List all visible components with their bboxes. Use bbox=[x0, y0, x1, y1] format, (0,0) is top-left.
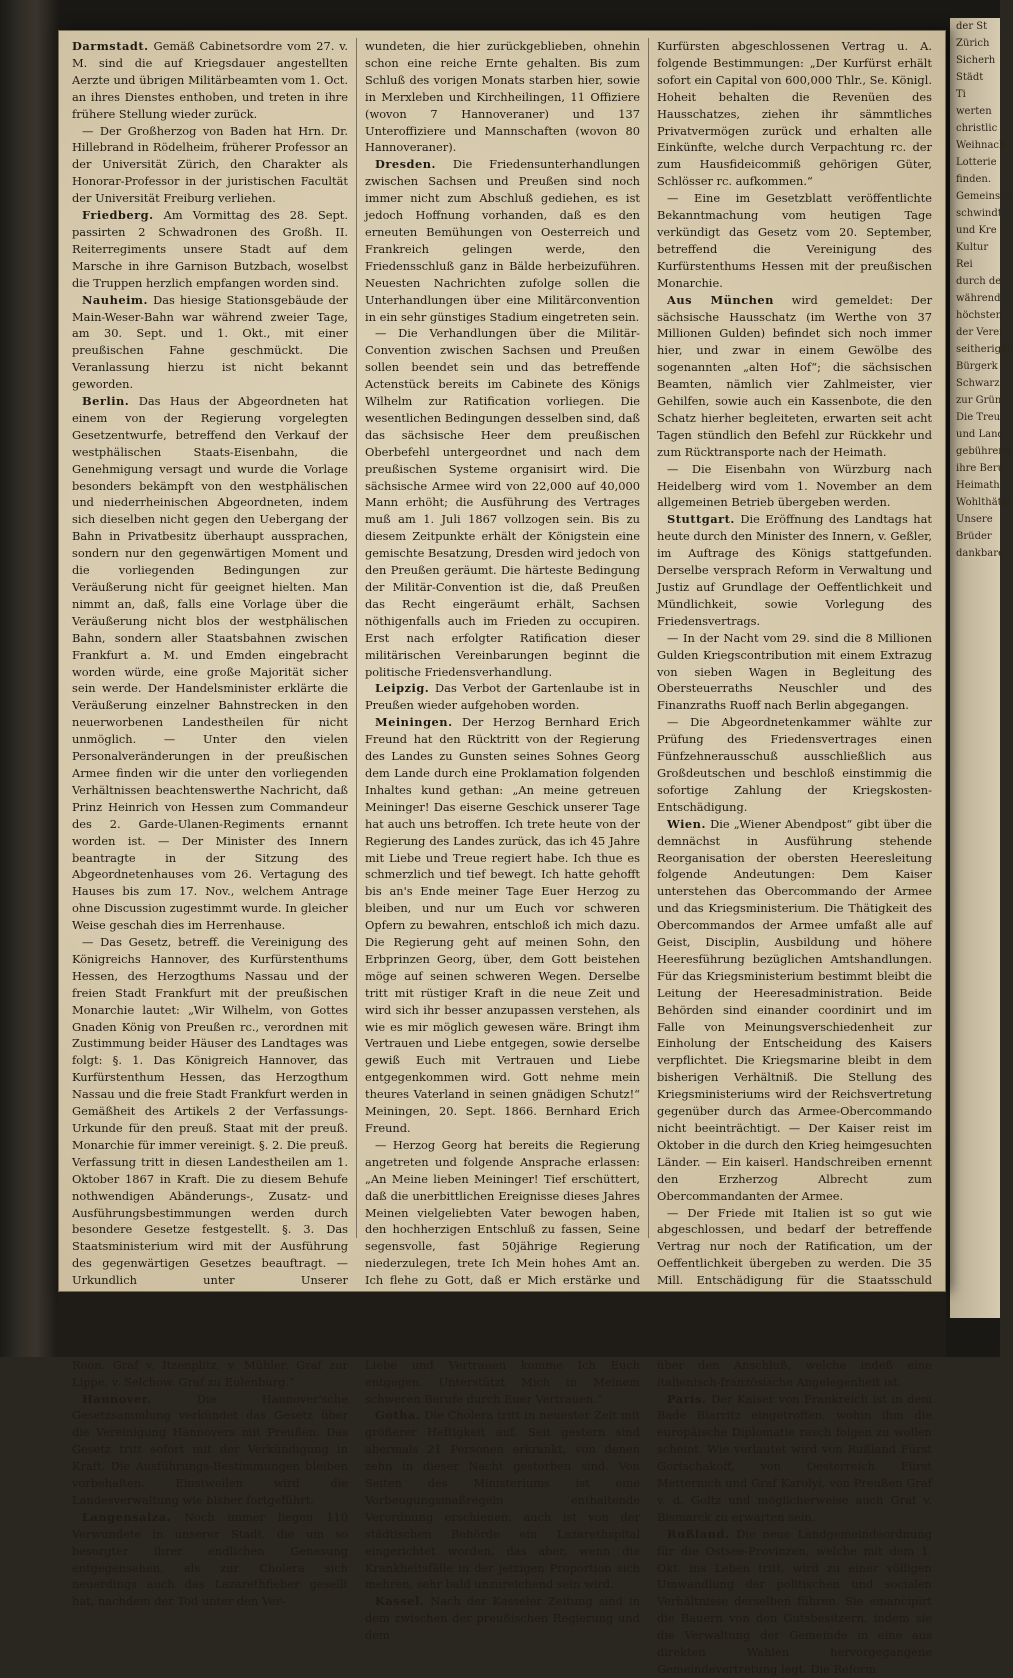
next-page-fragment: Brüder bbox=[956, 531, 992, 542]
article-dateline: Meiningen. bbox=[375, 715, 453, 730]
article-dateline: Nauheim. bbox=[82, 292, 148, 307]
article-paragraph bbox=[72, 1391, 348, 1509]
article-paragraph bbox=[72, 1509, 348, 1610]
article-text: wundeten, die hier zurückgeblieben, ohnehin schon eine reiche Ernte gehalten. Bis zum Schluß des vorigen Monats starben hier, sowie in Merxleben und Kirchheilingen, 11 Offiziere (wovon 7 Hannoveraner) und 137 Unteroffiziere und Mannschaften (wovon 80 Hannoveraner). bbox=[365, 39, 640, 155]
article-paragraph bbox=[72, 393, 348, 934]
article-dateline: Hannover. bbox=[82, 1391, 152, 1406]
next-page-fragment: Lotterie bbox=[956, 157, 997, 168]
next-page-fragment: Ti bbox=[956, 89, 966, 100]
article-text: — Eine im Gesetzblatt veröffentlichte Bekanntmachung vom heutigen Tage verkündigt das Gesetz vom 20. September, betreffend die Vereinigung des Kurfürstenthums Hessen mit der preußischen Monarchie. bbox=[657, 191, 932, 290]
article-text: Der Kaiser von Frankreich ist in dem Bade Biarritz eingetroffen, wohin ihm die europäische Diplomatie rasch folgen zu wollen scheint. Wie verlautet wird von Rußland Fürst Gortschakoff, von Oesterreich Fürst Metternich und Graf Karolyi, von Preußen Graf v. d. Goltz und möglicherweise auch Graf v. Bismarck zu erwarten sein. bbox=[657, 1391, 932, 1524]
article-paragraph bbox=[657, 630, 932, 715]
article-paragraph bbox=[657, 292, 932, 461]
article-paragraph bbox=[72, 292, 348, 393]
article-text: Die Cholera tritt in neuester Zeit mit größerer Heftigkeit auf. Seit gestern sind abermals 21 Personen erkrankt, von denen zehn in dieser Nacht gestorben sind. Von Seiten des Ministeriums ist eine Vorbeugungsmaßregeln enthaltende Verordnung erschienen, auch ist von der städtischen Behörde ein Lazarethspital eingerichtet worden, das aber, wenn die Krankheitsfälle in der jetzigen Proportion sich mehren, sehr bald unzureichend sein wird. bbox=[365, 1408, 640, 1592]
next-page-fragment: Rei bbox=[956, 259, 973, 270]
next-page-fragment: finden. bbox=[956, 174, 992, 185]
next-page-fragment: Wohlthätig bbox=[956, 497, 1012, 508]
article-paragraph bbox=[365, 156, 640, 325]
article-text: — Die Verhandlungen über die Militär-Convention zwischen Sachsen und Preußen sollen beendet sein und das betreffende Actenstück bereits im Cabinete des Königs Wilhelm zur Ratification vorliegen. Die wesentlichen Bedingungen desselben sind, daß das sächsische Heer dem preußischen Oberbefehl untergeordnet und nach dem preußischen Systeme organisirt wird. Die sächsische Armee wird von 22,000 auf 40,000 Mann erhöht; die Ausführung des Vertrages muß am 1. Juli 1867 vollzogen sein. Bis zu diesem Zeitpunkte erhält der Königstein eine gemischte Besatzung, Dresden wird jedoch von den Preußen geräumt. Die härteste Bedingung der Militär-Convention ist die, daß Preußen das Recht eingeräumt erhält, Sachsen nöthigenfalls auch im Frieden zu occupiren. Erst nach erfolgter Ratification dieser militärischen Vereinbarungen beginnt die politische Friedensverhandlung. bbox=[365, 326, 640, 679]
article-paragraph bbox=[657, 38, 932, 190]
next-page-fragment: der Verei bbox=[956, 327, 1003, 338]
article-text: Kurfürsten abgeschlossenen Vertrag u. A. folgende Bestimmungen: „Der Kurfürst erhält sofort ein Capital von 600,000 Thlr., Se. Königl. Hoheit behalten die Revenüen des Hausschatzes, ziehen ihr sämmtliches Privatvermögen zurück und erhalten alle Einkünfte, welche durch Verpachtung rc. der zum Hausfideicommiß gehörigen Güter, Schlösser rc. aufkommen.“ bbox=[657, 39, 932, 189]
next-page-fragment: Städt bbox=[956, 72, 984, 83]
article-paragraph bbox=[657, 1391, 932, 1526]
article-text: — Herzog Georg hat bereits die Regierung angetreten und folgende Ansprache erlassen: „An Meine lieben Meininger! Tief erschüttert, daß die unerbittlichen Ereignisse dieses Jahres Meinen vielgeliebten Vater bewogen haben, den hochherzigen Entschluß zu fassen, Seine segensvolle, fast 50jährige Regierung niederzulegen, trete Ich Mein hohes Amt an. Ich flehe zu Gott, daß er Mich erstärke und Liebe und Vertrauen komme Ich Euch entgegen. Unterstützt Mich in Meinem schweren Berufe durch Euer Vertrauen.“ bbox=[365, 1137, 640, 1406]
article-dateline: Darmstadt. bbox=[72, 39, 149, 53]
next-page-fragment: Weihnach bbox=[956, 140, 1006, 151]
article-paragraph bbox=[365, 1593, 640, 1644]
next-page-fragment: Zürich bbox=[956, 38, 990, 49]
next-page-edge bbox=[950, 18, 1013, 1318]
next-page-fragment: und Land bbox=[956, 429, 1004, 440]
next-page-fragment: durch de bbox=[956, 276, 1002, 287]
article-paragraph bbox=[657, 511, 932, 629]
next-page-fragment: ihre Beru bbox=[956, 463, 1005, 474]
article-paragraph bbox=[657, 461, 932, 512]
next-page-fragment: Bürgerk bbox=[956, 361, 998, 372]
next-page-fragment: werten bbox=[956, 106, 992, 117]
article-text: Das Verbot der Gartenlaube ist in Preußen wieder aufgehoben worden. bbox=[365, 681, 641, 713]
article-text: wird gemeldet: Der sächsische Hausschatz (im Werthe von 37 Millionen Gulden) befindet sich noch immer hier, und zwar in einem Gewölbe des sogenannten „alten Hof“; die sächsischen Beamten, nämlich vier Zahlmeister, vier Gehilfen, sowie auch ein Kassenbote, die den Schatz hierher begleiteten, erwarten seit acht Tagen stündlich den Befehl zur Rückkehr und zum Rücktransporte nach der Heimath. bbox=[657, 292, 933, 459]
article-paragraph bbox=[365, 714, 640, 1137]
next-page-fragment: gebührend bbox=[956, 446, 1012, 457]
article-paragraph bbox=[365, 38, 640, 156]
next-page-fragment: Schwarz bbox=[956, 378, 1000, 389]
article-text: Noch immer liegen 110 Verwundete in unserer Stadt, die um so besorgter ihrer endlichen Genesung entgegensehen, als zur Cholera sich neuerdings auch das Lazarethfieber gesellt hat, nachdem der Tod unter den Ver- bbox=[72, 1509, 348, 1609]
article-dateline: Berlin. bbox=[82, 394, 130, 409]
article-dateline: Dresden. bbox=[375, 157, 436, 172]
next-page-fragment: Gemeinsch bbox=[956, 191, 1013, 202]
next-page-fragment: und Kre bbox=[956, 225, 997, 236]
article-text: Der Herzog Bernhard Erich Freund hat den Rücktritt von der Regierung des Landes zu Gunsten seines Sohnes Georg dem Lande durch eine Proklamation folgenden Inhaltes kund gethan: „An meine getreuen Meininger! Das eiserne Geschick unserer Tage hat auch uns betroffen. Ich trete heute von der Regierung des Landes zurück, das ich 45 Jahre mit Liebe und Treue regiert habe. Ich thue es schmerzlich und tief bewegt. Ich hatte gehofft bis an's Ende meiner Tage Euer Herzog zu bleiben, und nur um Euch vor schweren Opfern zu bewahren, entschloß ich mich dazu. Die Regierung geht auf meinen Sohn, den Erbprinzen Georg, über, dem Gott beistehen möge auf seinen schweren Wegen. Derselbe tritt mit rüstiger Kraft in die neue Zeit und wird sich ihr besser anzupassen verstehen, als wie es mir möglich gewesen wäre. Bringt ihm Vertrauen und Liebe entgegen, sowie derselbe gewiß Euch mit Vertrauen und Liebe entgegenkommen wird. Gott nehme mein theures Vaterland in seinen gnädigen Schutz!“ Meiningen, 20. Sept. 1866. Bernhard Erich Freund. bbox=[365, 715, 640, 1135]
article-text: Die Eröffnung des Landtags hat heute durch den Minister des Innern, v. Geßler, im Auftrage des Königs stattgefunden. Derselbe versprach Reform in Verwaltung und Justiz auf Grundlage der Oeffentlichkeit und Mündlichkeit, sowie Vorlegung des Friedensvertrags. bbox=[657, 512, 932, 628]
article-paragraph bbox=[365, 680, 640, 714]
next-page-fragment: Heimath bbox=[956, 480, 1000, 491]
next-page-fragment: seitherigen bbox=[956, 344, 1013, 355]
article-text: Die „Wiener Abendpost“ gibt über die demnächst in Ausführung stehende Reorganisation der obersten Heeresleitung folgende Andeutungen: Dem Kaiser unterstehen das Obercommando der Armee und das Kriegsministerium. Die Thätigkeit des Obercommandos der Armee umfaßt alle auf Geist, Disciplin, Ausbildung und höhere Heeresführung bezüglichen Amtshandlungen. Für das Kriegsministerium bestimmt bleibt die Leitung der Heeresadministration. Beide Behörden sind einander coordinirt und im Falle von Meinungsverschiedenheit zur Einholung der Entscheidung des Kaisers verpflichtet. Die Kriegsmarine bleibt in dem bisherigen Verhältniß. Die Stellung des Kriegsministeriums wird der Reichsvertretung gegenüber durch das Armee-Obercommando nicht beeinträchtigt. — Der Kaiser reist im Oktober in die durch den Krieg heimgesuchten Länder. — Ein kaiserl. Handschreiben ernennt den Erzherzog Albrecht zum Obercommandanten der Armee. bbox=[657, 816, 932, 1203]
article-paragraph bbox=[657, 714, 932, 815]
article-text: Die Friedensunterhandlungen zwischen Sachsen und Preußen sind noch immer nicht zum Abschluß gediehen, es ist jedoch Hoffnung vorhanden, daß es den erneuten Bemühungen von Oesterreich und Frankreich gelingen werde, den Friedensschluß ganz in Bälde herbeizuführen. Neuesten Nachrichten zufolge sollen die Unterhandlungen über eine Militärconvention in ein sehr günstiges Stadium eingetreten sein. bbox=[365, 157, 640, 324]
article-dateline: Aus München bbox=[667, 292, 774, 307]
next-page-fragment: Kultur bbox=[956, 242, 989, 253]
article-paragraph bbox=[365, 1407, 640, 1593]
article-paragraph bbox=[72, 207, 348, 292]
article-text: — Der Friede mit Italien ist so gut wie abgeschlossen, und bedarf der betreffende Vertrag nur noch der Ratification, um der Oeffentlichkeit übergeben zu werden. Die 35 Mill. Entschädigung für die Staatsschuld über den Anschluß, welche indeß eine italienisch-französische Angelegenheit ist. bbox=[657, 1205, 932, 1389]
article-paragraph bbox=[72, 38, 348, 123]
article-text: — Das Gesetz, betreff. die Vereinigung des Königreichs Hannover, des Kurfürstenthums Hessen, des Herzogthums Nassau und der freien Stadt Frankfurt mit der preußischen Monarchie lautet: „Wir Wilhelm, von Gottes Gnaden König von Preußen rc., verordnen mit Zustimmung beider Häuser des Landtages was folgt: §. 1. Das Königreich Hannover, das Kurfürstenthum Hessen, das Herzogthum Nassau und die freie Stadt Frankfurt werden in Gemäßheit des Artikels 2 der Verfassungs-Urkunde für den preuß. Staat mit der preuß. Monarchie für immer vereinigt. §. 2. Die preuß. Verfassung tritt in diesen Landestheilen am 1. Oktober 1867 in Kraft. Die zu diesem Behufe nothwendigen Abänderungs-, Zusatz- und Ausführungsbestimmungen werden durch besondere Gesetze festgestellt. §. 3. Das Staatsministerium wird mit der Ausführung des gegenwärtigen Gesetzes beauftragt. — Urkundlich unter Unserer Roon. Graf v. Itzenplitz. v. Mühler. Graf zur Lippe. v. Selchow. Graf zu Eulenburg.“ bbox=[72, 935, 348, 1389]
article-text: Am Vormittag des 28. Sept. passirten 2 Schwadronen des Großh. II. Reiterregiments unsere Stadt auf dem Marsche in ihre Garnison Butzbach, woselbst die Truppen herzlich empfangen worden sind. bbox=[72, 208, 349, 290]
next-page-fragment: Sicherh bbox=[956, 55, 996, 66]
article-dateline: Kassel. bbox=[375, 1594, 425, 1609]
article-paragraph bbox=[72, 123, 348, 208]
next-page-fragment: schwindt bbox=[956, 208, 1002, 219]
column-3 bbox=[648, 38, 940, 1676]
article-paragraph bbox=[657, 816, 932, 1205]
next-page-fragment: christlic bbox=[956, 123, 998, 134]
background-shadow bbox=[58, 1292, 946, 1357]
next-page-fragment: Die Treu bbox=[956, 412, 1001, 423]
next-page-fragment: zur Grün bbox=[956, 395, 1002, 406]
next-page-fragment: während bbox=[956, 293, 1001, 304]
article-dateline: Langensalza. bbox=[82, 1509, 172, 1524]
next-page-fragment: dankbare bbox=[956, 548, 1004, 559]
article-text: Die neue Landgemeindeordnung für die Ostsee-Provinzen, welche mit dem 1. Okt. ins Leben tritt, wird zu einer völligen Umwandlung der politischen und socialen Verhältnisse derselben führen. Sie emancipirt die Bauern von den Gutsbesitzern, indem sie die Verwaltung der Gemeinde in eine aus direkten Wahlen hervorgegangene Gemeindevertretung legt. Die Reform bbox=[657, 1526, 933, 1676]
article-dateline: Stuttgart. bbox=[667, 512, 735, 527]
article-dateline: Paris. bbox=[667, 1391, 707, 1406]
article-text: — Die Eisenbahn von Würzburg nach Heidelberg wird vom 1. November an dem allgemeinen Betrieb übergeben werden. bbox=[657, 461, 932, 510]
article-dateline: Wien. bbox=[667, 816, 706, 831]
column-1 bbox=[64, 38, 356, 1609]
article-dateline: Gotha. bbox=[375, 1408, 421, 1423]
article-text: Nach der Kasseler Zeitung sind in dem zwischen der preußischen Regierung und dem bbox=[365, 1594, 640, 1643]
article-dateline: Friedberg. bbox=[82, 208, 154, 223]
next-page-fragment: höchsten bbox=[956, 310, 1003, 321]
article-paragraph bbox=[365, 1137, 640, 1408]
article-text: — In der Nacht vom 29. sind die 8 Millionen Gulden Kriegscontribution mit einem Extrazug von sieben Wagen in Begleitung des Obersteuerraths Neuschler und des Finanzraths Ruoff nach Berlin abgegangen. bbox=[657, 630, 932, 713]
article-columns bbox=[64, 38, 940, 1676]
article-paragraph bbox=[657, 190, 932, 291]
article-paragraph bbox=[365, 325, 640, 680]
article-text: Das Haus der Abgeordneten hat einem von der Regierung vorgelegten Gesetzentwurfe, betreffend den Verkauf der westphälischen Staats-Eisenbahn, die Genehmigung versagt und wurde die Vorlage besonders bekämpft von den westphälischen und niederrheinischen Abgeordneten, indem sich dieselben nicht gegen den Uebergang der Bahn in Privatbesitz überhaupt aussprachen, sondern nur den gegenwärtigen Moment und die vorliegenden Bedingungen zur Veräußerung nicht für geeignet hielten. Man nimmt an, daß, falls eine Vorlage über die Veräußerung nicht blos der westphälischen Bahn, sondern aller Staatsbahnen zwischen Frankfurt a. M. und Emden eingebracht worden würde, eine große Majorität sicher sein werde. Der Handelsminister erklärte die Veräußerung einzelner Bahnstrecken in den neuerworbenen Landestheilen für nicht unmöglich. — Unter den vielen Personalveränderungen in der preußischen Armee finden wir die unter den vorliegenden Verhältnissen beachtenswerthe Nachricht, daß Prinz Heinrich von Hessen zum Commandeur des 2. Garde-Ulanen-Regiments ernannt worden ist. — Der Minister des Innern beantragte in der Sitzung des Abgeordnetenhauses vom 26. Vertagung des Hauses bis zum 17. Nov., welchem Antrage ohne Discussion zugestimmt wurde. In gleicher Weise geschah dies im Herrenhause. bbox=[72, 394, 349, 933]
article-dateline: Rußland. bbox=[667, 1526, 730, 1541]
article-text: — Die Abgeordnetenkammer wählte zur Prüfung des Friedensvertrages einen Fünfzehnerausschuß ausschließlich aus Großdeutschen und beschloß einstimmig die sofortige Zahlung der Kriegskosten-Entschädigung. bbox=[657, 715, 932, 814]
article-text: Die Hannover'sche Gesetzsammlung verkündet das Gesetz über die Vereinigung Hannovers mit Preußen. Das Gesetz tritt sofort mit der Verkündigung in Kraft. Die Ausführungs-Bestimmungen bleiben vorbehalten. Einstweilen wird die Landesverwaltung wie bisher fortgeführt. bbox=[72, 1391, 349, 1507]
article-dateline: Leipzig. bbox=[375, 681, 430, 696]
column-2 bbox=[356, 38, 648, 1643]
article-text: Das hiesige Stationsgebäude der Main-Weser-Bahn war während zweier Tage, am 30. Sept. und 1. Okt., mit einer preußischen Fahne geschmückt. Die Veranlassung hierzu ist nicht bekannt geworden. bbox=[72, 292, 349, 392]
next-page-fragment: Unsere bbox=[956, 514, 993, 525]
article-text: — Der Großherzog von Baden hat Hrn. Dr. Hillebrand in Rödelheim, früherer Professor an der Universität Zürich, den Charakter als Honorar-Professor in der juristischen Facultät der Universität Freiburg verliehen. bbox=[72, 123, 348, 206]
next-page-fragment: der St bbox=[956, 21, 988, 32]
article-text: Gemäß Cabinetsordre vom 27. v. M. sind die auf Kriegsdauer angestellten Aerzte und übrigen Militärbeamten vom 1. Oct. an ihres Dienstes enthoben, und treten in ihre frühere Stellung wieder zurück. bbox=[72, 39, 348, 121]
article-paragraph bbox=[657, 1526, 932, 1678]
